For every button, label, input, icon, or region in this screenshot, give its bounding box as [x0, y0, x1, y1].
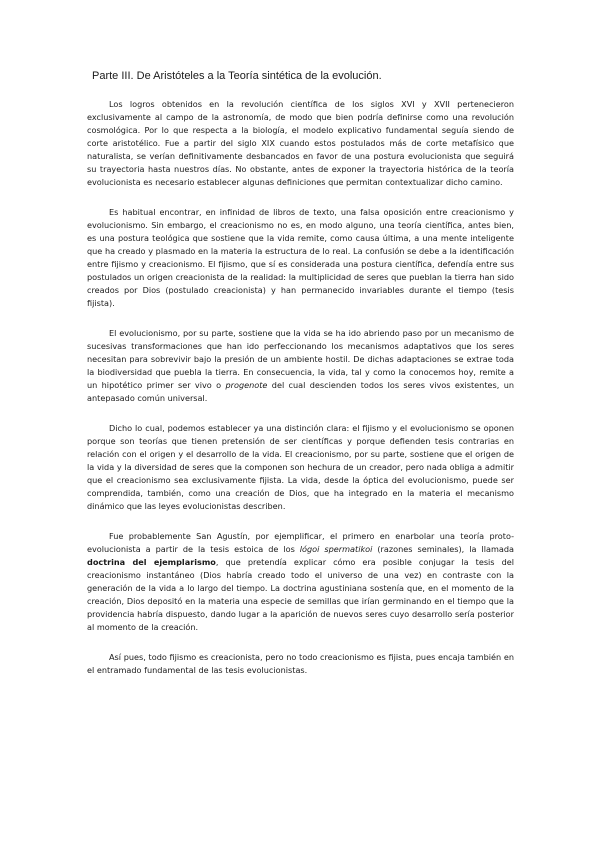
section-heading: Parte III. De Aristóteles a la Teoría sintética de la evolución.	[92, 70, 382, 82]
paragraph-5-text-3: , que pretendía explicar cómo era posible conjugar la tesis del creacionismo instantáneo (Dios habría creado todo el universo de una vez) en contraste con la generación de la vida a lo largo del tiempo. La doctrina agustiniana sostenía que, en el momento de la creación, Dios depositó en la materia una especie de semillas que irían germinando en el tiempo que la providencia habría dispuesto, dando lugar a la aparición de nuevos seres cuyo desarrollo sería posterior al momento de la creación.	[87, 557, 514, 632]
paragraph-5-text-2: (razones seminales), la llamada	[372, 544, 514, 554]
paragraph-6: Así pues, todo fijismo es creacionista, pero no todo creacionismo es fijista, pues encaja también en el entramado fundamental de las tesis evolucionistas.	[87, 652, 514, 675]
paragraph-3	[87, 327, 514, 405]
paragraph-2: Es habitual encontrar, en infinidad de libros de texto, una falsa oposición entre creacionismo y evolucionismo. Sin embargo, el creacionismo no es, en modo alguno, una teoría científica, antes bien, es una postura teológica que sostiene que la vida remite, como causa última, a una mente inteligente que ha creado y plasmado en la materia la estructura de lo real. La confusión se debe a la identificación entre fijismo y creacionismo. El fijismo, que sí es considerada una postura científica, defendía entre sus postulados un origen creacionista de la realidad: la multiplicidad de seres que pueblan la tierra han sido creados por Dios (postulado creacionista) y han permanecido invariables durante el tiempo (tesis fijista).	[87, 207, 514, 308]
paragraph-5-text-1: Fue probablemente San Agustín, por ejemplificar, el primero en enarbolar una teoría proto-evolucionista a partir de la tesis estoica de los	[87, 531, 514, 554]
paragraph-3-text-after: del cual descienden todos los seres vivos existentes, un antepasado común universal.	[87, 380, 514, 403]
paragraph-4: Dicho lo cual, podemos establecer ya una distinción clara: el fijismo y el evolucionismo se oponen porque son teorías que tienen pretensión de ser científicas y porque defienden tesis contrarias en relación con el origen y el desarrollo de la vida. El creacionismo, por su parte, sostiene que el origen de la vida y la diversidad de seres que la componen son hechura de un creador, pero nada obliga a admitir que el creacionismo sea exclusivamente fijista. La vida, desde la óptica del evolucionismo, puede ser comprendida, también, como una creación de Dios, que ha integrado en la materia el mecanismo dinámico que las leyes evolucionistas describen.	[87, 423, 514, 511]
paragraph-3-text-before: El evolucionismo, por su parte, sostiene que la vida se ha ido abriendo paso por un mecanismo de sucesivas transformaciones que han ido perfeccionando los mecanismos adaptativos que los seres necesitan para sobrevivir bajo la presión de un ambiente hostil. De dichas adaptaciones se extrae toda la biodiversidad que puebla la tierra. En consecuencia, la vida, tal y como la conocemos hoy, remite a un hipotético primer ser vivo o	[87, 328, 514, 390]
paragraph-5	[87, 530, 514, 634]
term-doctrina-ejemplarismo: doctrina del ejemplarismo	[87, 557, 216, 567]
term-progenote: progenote	[225, 380, 268, 390]
term-logoi-spermatikoi: lógoi spermatikoi	[299, 544, 373, 554]
document-body	[87, 98, 514, 677]
paragraph-1: Los logros obtenidos en la revolución científica de los siglos XVI y XVII pertenecieron exclusivamente al campo de la astronomía, de modo que bien podría definirse como una revolución cosmológica. Por lo que respecta a la biología, el modelo explicativo fundamental seguía siendo de corte aristotélico. Fue a partir del siglo XIX cuando estos postulados más de corte metafísico que naturalista, se verían definitivamente desbancados en favor de una postura evolucionista que seguirá su trayectoria hasta nuestros días. No obstante, antes de exponer la trayectoria histórica de la teoría evolucionista es necesario establecer algunas definiciones que permitan contextualizar dicho camino.	[87, 99, 514, 187]
